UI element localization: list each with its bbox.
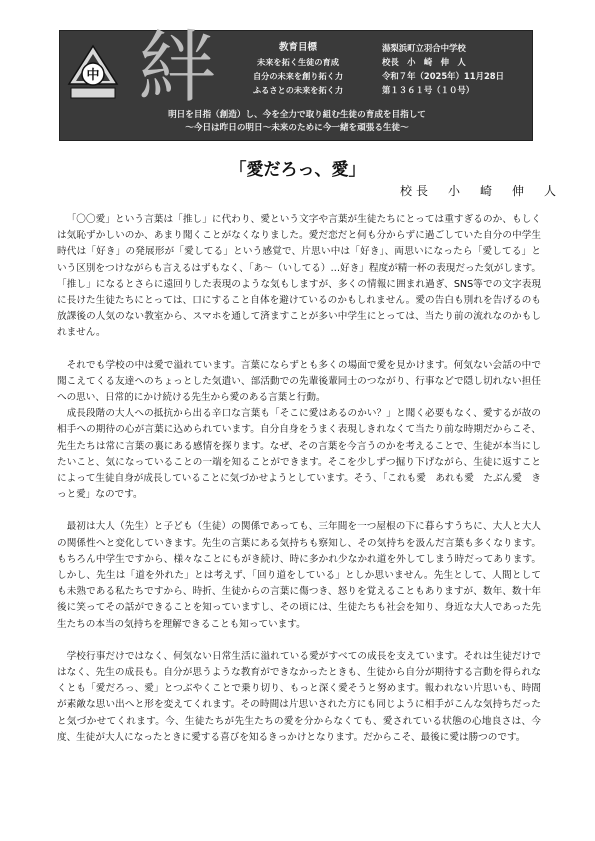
emblem-char: 中 <box>86 68 100 83</box>
article-author: 校長 小 崎 伸 人 <box>400 184 561 198</box>
article-paragraph: 学校行事だけではなく、何気ない日常生活に溢れている愛がすべての成長を支えています。それは生徒だけではなく、先生の成長も。自分が思うような教育ができなかったときも、生徒から自分が期待する言動を得られなくとも「愛だろっ、愛」とつぶやくことで乗り切り、もっと深く愛そうと努めます。報われない片思いも、時間が素敵な思い出へと形を変えてくれます。その時間は片思いされた方にも同じように相手がこんな気持ちだったと気づかせてくれます。今、生徒たちが先生たちの愛を分からなくても、愛されている状態の心地良さは、今度、生徒が大人になったときに愛する喜びを知るきっかけとなります。だからこそ、最後に愛は勝つのです。 <box>57 650 541 743</box>
education-goal-line: 未来を拓く生徒の育成 <box>257 57 339 67</box>
education-goals-title: 教育目標 <box>278 42 317 53</box>
school-name: 湯梨浜町立羽合中学校 <box>382 43 466 53</box>
school-slogan <box>60 109 534 135</box>
article-body <box>57 212 541 746</box>
school-emblem-icon <box>67 44 119 102</box>
article-title: 「愛だろっ、愛」 <box>229 160 366 180</box>
education-goal-line: 自分の未来を創り拓く力 <box>252 71 344 81</box>
article-paragraph: 成長段階の大人への抵抗から出る辛口な言葉も「そこに愛はあるのかい？」と聞く必要もなく、愛するが故の相手への期待の心が言葉に込められています。自分自身をうまく表現しきれなくて当たり前な時期だからこそ、先生たちは常に言葉の裏にある感情を探ります。なぜ、その言葉を今言うのかを考えることで、生徒が本当にしたいこと、気になっていることの一端を知ることができます。そこを少しずつ掘り下げながら、生徒に返すことによって生徒自身が成長していることに気づかせようとしています。そう、「これも愛 あれも愛 たぶん愛 きっと愛」なのです。 <box>57 408 541 501</box>
education-goal-line: ふるさとの未来を拓く力 <box>252 85 344 95</box>
slogan-line-1: 明日を目指（創造）し、今を全力で取り組む生徒の育成を目指して <box>168 110 426 120</box>
issue-number: 第１３６１号（１０号） <box>382 85 475 95</box>
issue-date: 令和７年（2025年）11月28日 <box>382 71 504 81</box>
article-paragraph: 「〇〇愛」という言葉は「推し」に代わり、愛という文字や言葉が生徒たちにとっては重すぎるのか、もしくは気恥ずかしいのか、あまり聞くことがなくなりました。愛だ恋だと何も分からずに過ごしていた自分の中学生時代は「好き」の発展形が「愛してる」という感覚で、片思い中は「好き」、両思いになったら「愛してる」という区別をつけながらも言えるはずもなく、「あ～（いしてる）…好き」程度が精一杯の表現だった気がします。「推し」になるとさらに遠回りした表現のような気もしますが、多くの情報に囲まれ過ぎ、SNS等での文字表現に長けた生徒たちにとっては、口にすること自体を避けているのかもしれません。愛の告白も別れを告げるのも放課後の人気のない教室から、スマホを通して済ますことが多い中学生にとっては、当たり前の流れなのかもしれません。 <box>57 214 541 339</box>
article-paragraph: 最初は大人（先生）と子ども（生徒）の関係であっても、三年間を一つ屋根の下に暮らすうちに、大人と大人の関係性へと変化していきます。先生の言葉にある気持ちも察知し、その気持ちを汲んだ言葉も多くなります。もちろん中学生ですから、様々なことにもがき続け、時に多かれ少なかれ道を外してしまう時だってあります。しかし、先生は「道を外れた」とは考えず、「回り道をしている」としか思いません。先生として、人間としても未熟である私たちですから、時折、生徒からの言葉に傷つき、怒りを覚えることもありますが、数年、数十年後に笑ってその話ができることを知っていますし、その頃には、生徒たちも社会を知り、身近な大人であった先生たちの本当の気持ちを理解できることも知っています。 <box>57 521 541 630</box>
newsletter-header <box>59 23 533 141</box>
principal-name: 校長 小 崎 伸 人 <box>382 57 466 67</box>
slogan-line-2: ～今日は昨日の明日～未来のために今一緒を頑張る生徒～ <box>185 123 409 133</box>
issue-info <box>382 41 530 97</box>
education-goals <box>218 41 378 97</box>
banner-kanji: 絆 <box>138 23 217 113</box>
article-paragraph: それでも学校の中は愛で溢れています。言葉にならずとも多くの場面で愛を見かけます。何気ない会話の中で聞こえてくる友達へのちょっとした気遣い、部活動での先輩後輩同士のつながり、行事などで隠し切れない担任への思い、日常的にかけ続ける先生から愛のある言葉と行動。 <box>57 359 541 404</box>
